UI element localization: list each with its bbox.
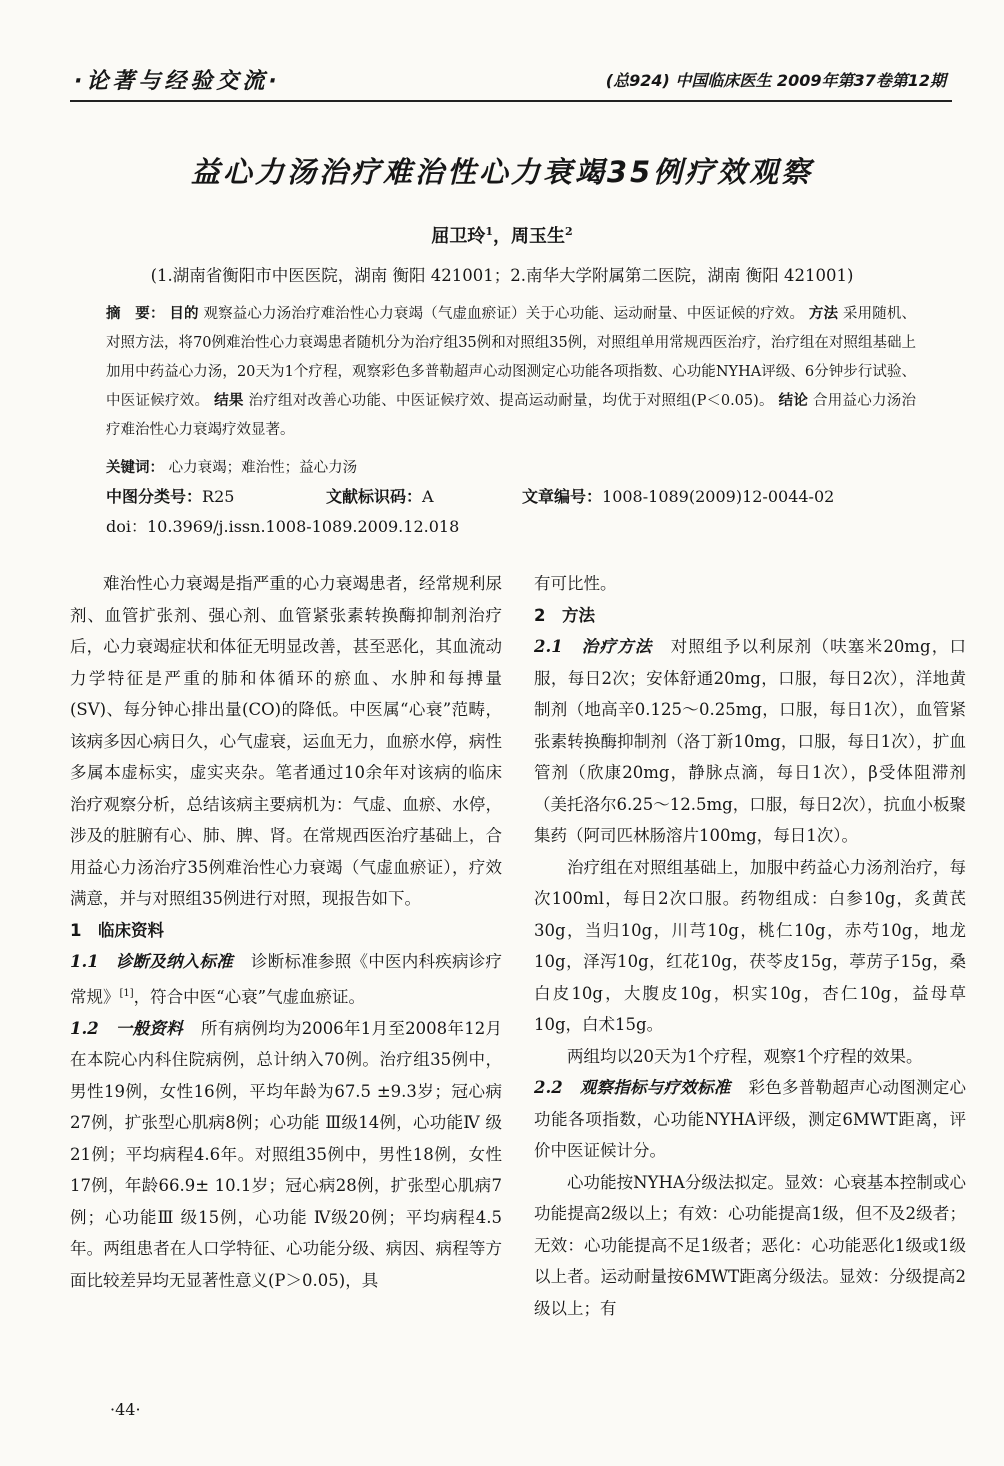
keywords-text: 心力衰竭；难治性；益心力汤	[168, 460, 358, 476]
intro-paragraph: 难治性心力衰竭是指严重的心力衰竭患者，经常规利尿剂、血管扩张剂、强心剂、血管紧张素转换酶抑制剂治疗后，心力衰竭症状和体征无明显改善，甚至恶化，其血流动力学特征是严重的肺和体循环的瘀血、水肿和每搏量(SV)、每分钟心排出量(CO)的降低。中医属“心衰”范畴，该病多因心病日久，心气虚衰，运血无力，血瘀水停，病性多属本虚标实，虚实夹杂。笔者通过10余年对该病的临床治疗观察分析，总结该病主要病机为：气虚、血瘀、水停，涉及的脏腑有心、肺、脾、肾。在常规西医治疗基础上，合用益心力汤治疗35例难治性心力衰竭（气虚血瘀证），疗效满意，并与对照组35例进行对照，现报告如下。	[70, 574, 502, 908]
clc-label: 中图分类号：	[106, 487, 203, 506]
section-1-2	[70, 1013, 502, 1297]
clc-number	[106, 484, 234, 507]
section-1-2-text: 所有病例均为2006年1月至2008年12月在本院心内科住院病例，总计纳入70例。治疗组35例中，男性19例，女性16例，平均年龄为67.5 ±9.3岁；冠心病27例，扩张型心肌病8例；心功能 Ⅲ级14例，心功能Ⅳ 级21例；平均病程4.6年。对照组35例中，男性18例，女性17例，年龄66.9± 10.1岁；冠心病28例，扩张型心肌病7例；心功能Ⅲ 级15例，心功能 Ⅳ级20例；平均病程4.5年。两组患者在人口学特征、心功能分级、病因、病程等方面比较差异均无显著性意义(P＞0.05)，具	[70, 1018, 502, 1290]
section-1-1-text: 诊断标准参照《中医内科疾病诊疗常规》	[70, 952, 502, 1006]
conclusion-text: 合用益心力汤治疗难治性心力衰竭疗效显著。	[106, 393, 917, 438]
art-value: 1008-1089(2009)12-0044-02	[602, 487, 835, 506]
continuation-text: 有可比性。	[534, 574, 617, 593]
right-column	[534, 568, 966, 1324]
section-2-1	[534, 631, 966, 852]
result-text: 治疗组对改善心功能、中医证候疗效、提高运动耐量，均优于对照组(P＜0.05)。	[248, 393, 774, 409]
treatment-paragraph: 治疗组在对照组基础上，加服中药益心力汤剂治疗，每次100ml，每日2次口服。药物组成：白参10g，炙黄芪30g，当归10g，川芎10g，桃仁10g，赤芍10g，地龙10g，泽泻10g，红花10g，茯苓皮15g，葶苈子15g，桑白皮10g，大腹皮10g，枳实10g，杏仁10g，益母草10g，白术15g。	[534, 857, 966, 1034]
section-label: ·论著与经验交流·	[74, 69, 281, 94]
author-2: ，周玉生	[493, 226, 565, 247]
section-1-1-label: 1.1 诊断及纳入标准	[70, 952, 233, 971]
article-number	[522, 484, 834, 507]
abstract-label: 摘 要：	[106, 306, 165, 322]
keywords	[106, 456, 357, 477]
section-1-1	[70, 946, 502, 1013]
section-2-2	[534, 1072, 966, 1167]
affiliation: (1.湖南省衡阳市中医医院，湖南 衡阳 421001；2.南华大学附属第二医院，湖南 衡阳 421001)	[150, 266, 854, 285]
author-1-sup: 1	[485, 225, 493, 238]
left-column	[70, 568, 502, 1296]
method-label: 方法	[808, 306, 839, 322]
section-2-2-text: 彩色多普勒超声心动图测定心功能各项指数，心功能NYHA评级，测定6MWT距离，评价中医证候计分。	[534, 1078, 967, 1160]
page-number: ·44·	[110, 1400, 141, 1419]
conclusion-label: 结论	[778, 393, 809, 409]
section-1-1-tail: ，符合中医“心衰”气虚血瘀证。	[133, 987, 366, 1006]
doi: doi：10.3969/j.issn.1008-1089.2009.12.018	[106, 517, 460, 536]
purpose-label: 目的	[169, 306, 199, 322]
doc-label: 文献标识码：	[326, 487, 423, 506]
clc-value: R25	[202, 487, 235, 506]
authors	[0, 222, 1004, 248]
result-label: 结果	[214, 393, 244, 409]
section-2-2-label: 2.2 观察指标与疗效标准	[534, 1078, 731, 1097]
reference-1: [1]	[119, 987, 134, 999]
course-paragraph: 两组均以20天为1个疗程，观察1个疗程的效果。	[567, 1046, 923, 1066]
abstract	[106, 300, 916, 445]
article-title: 益心力汤治疗难治性心力衰竭35例疗效观察	[190, 155, 814, 189]
section-1-2-label: 1.2 一般资料	[70, 1018, 183, 1038]
purpose-text: 观察益心力汤治疗难治性心力衰竭（气虚血瘀证）关于心功能、运动耐量、中医证候的疗效。	[203, 306, 805, 322]
author-1: 屈卫玲	[431, 226, 486, 247]
art-label: 文章编号：	[522, 487, 603, 506]
doc-value: A	[422, 487, 434, 506]
nyha-paragraph: 心功能按NYHA分级法拟定。显效：心衰基本控制或心功能提高2级以上；有效：心功能提高1级，但不及2级者；无效：心功能提高不足1级者；恶化：心功能恶化1级或1级以上者。运动耐量按6MWT距离分级法。显效：分级提高2级以上；有	[534, 1172, 966, 1318]
keywords-label: 关键词：	[106, 460, 164, 476]
section-2-1-label: 2.1 治疗方法	[534, 637, 653, 656]
author-2-sup: 2	[565, 225, 573, 238]
section-2-heading: 2 方法	[534, 605, 595, 625]
section-1-heading: 1 临床资料	[70, 920, 164, 940]
journal-info: (总924) 中国临床医生 2009年第37卷第12期	[605, 71, 946, 90]
section-2-1-text: 对照组予以利尿剂（呋塞米20mg，口服，每日2次；安体舒通20mg，口服，每日2次），洋地黄制剂（地高辛0.125～0.25mg，口服，每日1次），血管紧张素转换酶抑制剂（洛丁新10mg，口服，每日1次），扩血管剂（欣康20mg，静脉点滴，每日1次），β受体阻滞剂（美托洛尔6.25～12.5mg，口服，每日2次），抗血小板聚集药（阿司匹林肠溶片100mg，每日1次）。	[534, 637, 966, 845]
header-rule	[70, 100, 952, 102]
method-text: 采用随机、对照方法，将70例难治性心力衰竭患者随机分为治疗组35例和对照组35例，对照组单用常规西医治疗，治疗组在对照组基础上加用中药益心力汤，20天为1个疗程，观察彩色多普勒超声心动图测定心功能各项指数、心功能NYHA评级、6分钟步行试验、中医证候疗效。	[106, 306, 917, 409]
doc-code	[326, 484, 434, 507]
